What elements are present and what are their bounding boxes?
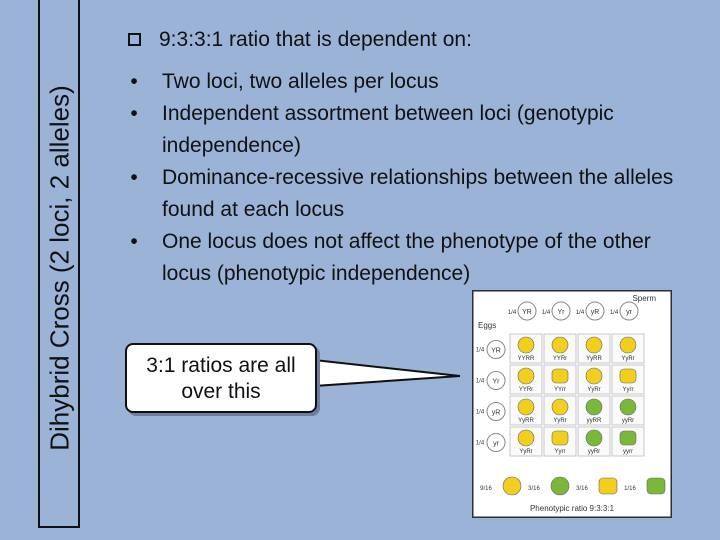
gamete-fraction: 1/4 [475, 378, 485, 385]
sperm-gamete: yr [626, 309, 632, 316]
genotype-label: YyRr [621, 356, 635, 362]
genotype-label: YYRr [518, 387, 534, 393]
gamete-fraction: 1/4 [609, 310, 619, 316]
pea-wrinkled [620, 431, 636, 445]
pea-round [620, 399, 636, 415]
gamete-fraction: 1/4 [541, 310, 551, 316]
pea-wrinkled [599, 478, 617, 494]
pea-round [552, 337, 568, 353]
eggs-label: Eggs [478, 321, 497, 330]
bullet-dot-icon: • [130, 102, 138, 125]
phenotypic-ratio-label: Phenotypic ratio 9:3:3:1 [529, 504, 615, 513]
gamete-fraction: 1/4 [575, 310, 585, 316]
sperm-label: Sperm [632, 294, 656, 303]
heading-text: 9:3:3:1 ratio that is dependent on: [159, 28, 472, 51]
genotype-label: YYRr [552, 356, 568, 362]
genotype-label: Yyrr [622, 387, 634, 393]
bullet-text: Two loci, two alleles per locus [162, 70, 439, 93]
phenotype-fraction: 1/16 [624, 486, 636, 492]
pea-round [518, 337, 534, 353]
bullet-dot-icon: • [130, 70, 138, 93]
pea-wrinkled [552, 431, 568, 445]
callout-box [125, 343, 317, 413]
genotype-label: yyrr [623, 449, 633, 455]
bullet-text: Dominance-recessive relationships between the alleles found at each locus [162, 166, 674, 221]
pea-round [518, 368, 534, 384]
genotype-label: YYrr [554, 387, 566, 393]
pea-round [518, 399, 534, 415]
sperm-gamete: Yr [557, 309, 565, 316]
genotype-label: YyRR [586, 356, 602, 362]
pea-round [586, 430, 602, 446]
pea-wrinkled [552, 369, 568, 383]
gamete-fraction: 1/4 [475, 440, 485, 447]
genotype-label: yyRr [621, 418, 635, 424]
genotype-label: Yyrr [554, 449, 566, 455]
sperm-gamete: yR [590, 309, 600, 316]
pea-round [586, 399, 602, 415]
genotype-label: yyRR [586, 418, 602, 424]
punnett-square-figure [472, 290, 672, 518]
callout-text: 3:1 ratios are all over this [146, 354, 296, 403]
pea-round [620, 337, 636, 353]
bullet-text: One locus does not affect the phenotype of the other locus (phenotypic independence) [162, 230, 651, 285]
gamete-fraction: 1/4 [475, 409, 485, 416]
pea-round [503, 477, 521, 495]
gamete-fraction: 1/4 [475, 347, 485, 354]
side-title: Dihybrid Cross (2 loci, 2 alleles) [44, 85, 75, 451]
pea-wrinkled [620, 369, 636, 383]
genotype-label: YyRR [518, 418, 534, 424]
genotype-label: YyRr [519, 449, 533, 455]
genotype-label: YYRR [517, 356, 535, 362]
phenotype-fraction: 3/16 [528, 486, 540, 492]
phenotype-fraction: 9/16 [480, 486, 492, 492]
pea-wrinkled [647, 478, 665, 494]
pea-round [518, 430, 534, 446]
pea-round [551, 477, 569, 495]
egg-gamete: YR [491, 347, 501, 355]
genotype-label: yyRr [587, 449, 601, 455]
phenotype-fraction: 3/16 [576, 486, 588, 492]
bullet-text: Independent assortment between loci (genotypic independence) [162, 102, 614, 157]
egg-gamete: yr [493, 440, 499, 448]
egg-gamete: Yr [492, 378, 500, 386]
sperm-gamete: YR [522, 309, 532, 316]
egg-gamete: yR [491, 409, 501, 417]
pea-round [586, 368, 602, 384]
pea-round [552, 399, 568, 415]
bullet-dot-icon: • [130, 166, 138, 189]
genotype-label: YyRr [587, 387, 601, 393]
bullet-dot-icon: • [130, 230, 138, 253]
gamete-fraction: 1/4 [507, 310, 517, 316]
genotype-label: YyRr [553, 418, 567, 424]
pea-round [586, 337, 602, 353]
